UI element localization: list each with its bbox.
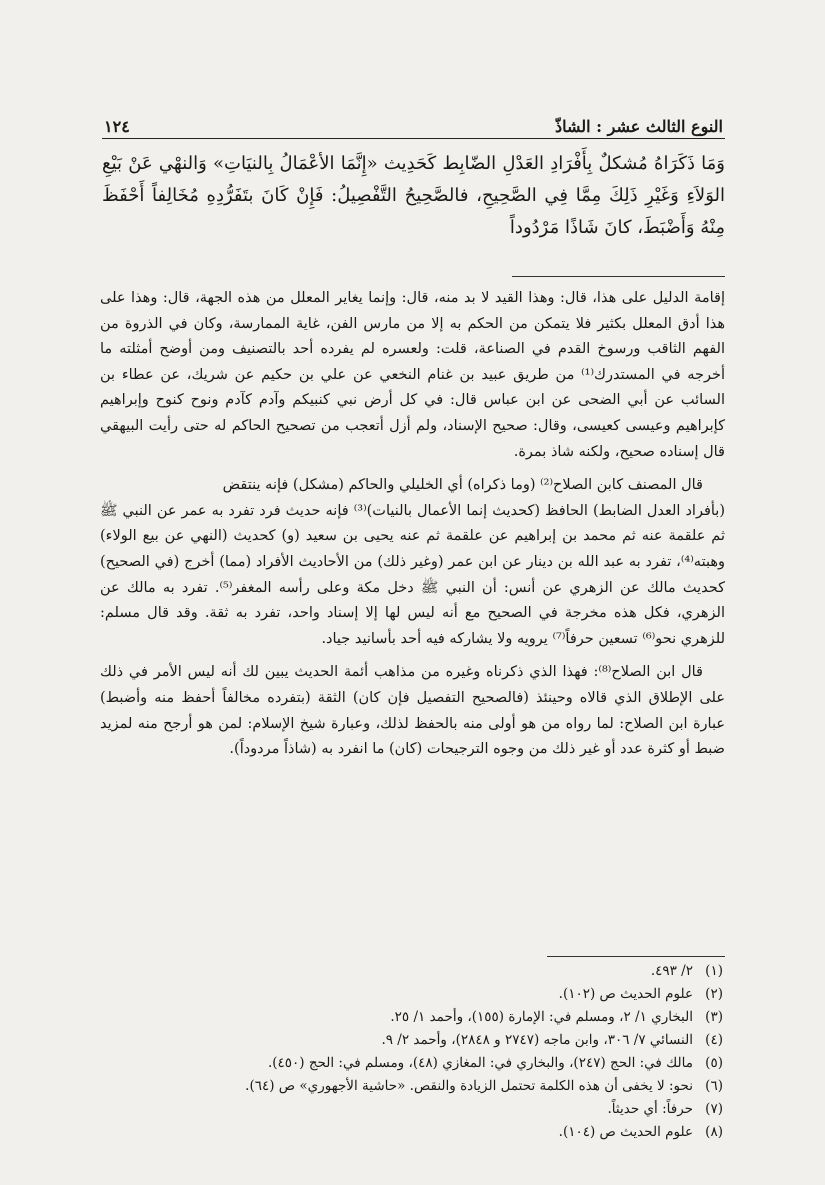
footnote-number: (٣) — [705, 1009, 723, 1025]
footnote — [100, 1098, 723, 1121]
separator-matn — [512, 276, 725, 277]
commentary — [100, 286, 725, 763]
footnote-number: (٧) — [705, 1101, 723, 1117]
footnote-number: (٢) — [705, 986, 723, 1002]
header-rule — [102, 138, 725, 139]
page-number: ١٢٤ — [104, 117, 130, 136]
footnote — [100, 1121, 723, 1144]
footnote — [100, 983, 723, 1006]
footnotes — [100, 960, 723, 1144]
chapter-title: النوع الثالث عشر : الشاذّ — [555, 117, 723, 136]
footnote — [100, 960, 723, 983]
footnote-text: البخاري ١/ ٢، ومسلم في: الإمارة (١٥٥)، وأحمد ١/ ٢٥. — [390, 1009, 693, 1025]
footnote-number: (٤) — [705, 1032, 723, 1048]
footnote — [100, 1075, 723, 1098]
footnote — [100, 1006, 723, 1029]
commentary-paragraph-2a: قال المصنف كابن الصلاح⁽²⁾ (وما ذكراه) أي الخليلي والحاكم (مشكل) فإنه ينتقض — [222, 477, 703, 494]
footnote — [100, 1029, 723, 1052]
separator-footnotes — [547, 956, 725, 957]
footnote-text: علوم الحديث ص (١٠٢). — [558, 986, 693, 1002]
commentary-paragraph-2b: (بأفراد العدل الضابط) الحافظ (كحديث إنما الأعمال بالنيات)⁽³⁾ فإنه حديث فرد تفرد به عمر عن النبي ﷺ ثم علقمة عنه ثم محمد بن إبراهيم عن علقمة ثم عنه يحيى بن سعيد (و) كحديث (النهي عن بيع الولاء) وهبته⁽⁴⁾، تفرد به عبد الله بن دينار عن ابن عمر (وغير ذلك) من الأحاديث الأفراد (مما) أخرج (في الصحيح) كحديث مالك عن الزهري عن أنس: أن النبي ﷺ دخل مكة وعلى رأسه المغفر⁽⁵⁾. تفرد به مالك عن الزهري، فكل هذه مخرجة في الصحيح مع أنه ليس لها إلا إسناد واحد، تفرد به ثقة. وقد قال مسلم: للزهري نحو⁽⁶⁾ تسعين حرفاً⁽⁷⁾ يرويه ولا يشاركه فيه أحد بأسانيد جياد. — [100, 502, 725, 647]
footnote — [100, 1052, 723, 1075]
footnote-text: حرفاً: أي حديثاً. — [607, 1101, 693, 1117]
matn-text: وَمَا ذَكَرَاهُ مُشكلٌ بِأَفْرَادِ العَدْلِ الضّابِط كَحَدِيث «إِنَّمَا الأعْمَالُ بِالنيَاتِ» وَالنهْي عَنْ بَيْعِ الوَلاَءِ وَغَيْرِ ذَلِكَ مِمَّا فِي الصَّحِيحِ، فالصَّحِيحُ التَّفْصِيلُ: فَإِنْ كَانَ بتَفَرُّدِهِ مُخَالِفاً أَحْفَظَ مِنْهُ وَأَضْبَطَ، كانَ شَاذًا مَرْدُوداً — [102, 153, 725, 238]
footnote-text: ٢/ ٤٩٣. — [650, 963, 693, 979]
footnote-text: مالك في: الحج (٢٤٧)، والبخاري في: المغازي (٤٨)، ومسلم في: الحج (٤٥٠). — [267, 1055, 693, 1071]
footnote-number: (٨) — [705, 1124, 723, 1140]
commentary-paragraph-1: إقامة الدليل على هذا، قال: وهذا القيد لا بد منه، قال: وإنما يغاير المعلل من هذه الجهة، قال: وهذا على هذا أدق المعلل بكثير فلا يتمكن من الحكم به إلا من مارس الفن، غاية الممارسة، وكان في الذروة من الفهم الثاقب ورسوخ القدم في الصناعة، قلت: ولعسره لم يفرده أحد بالتصنيف ومن أوضح أمثلته ما أخرجه في المستدرك⁽¹⁾ من طريق عبيد بن غنام النخعي عن علي بن حكيم عن شريك، عن عطاء بن السائب عن أبي الضحى عن ابن عباس قال: في كل أرض نبي كنبيكم وآدم كآدم ونوح كنوح وإبراهيم كإبراهيم وعيسى كعيسى، وقال: صحيح الإسناد، ولم أزل أتعجب من تصحيح الحاكم له حتى رأيت البيهقي قال إسناده صحيح، ولكنه شاذ بمرة. — [100, 290, 726, 460]
commentary-paragraph-3: قال ابن الصلاح⁽⁸⁾: فهذا الذي ذكرناه وغيره من مذاهب أئمة الحديث يبين لك أنه ليس الأمر في ذلك على الإطلاق الذي قالاه وحينئذ (فالصحيح التفصيل فإن كان) الثقة (بتفرده مخالفاً أحفظ منه وأضبط) عبارة ابن الصلاح: لما رواه من هو أولى منه بالحفظ لذلك، وعبارة شيخ الإسلام: لمن هو أرجح منه لمزيد ضبط أو كثرة عدد أو غير ذلك من وجوه الترجيحات (كان) ما انفرد به (شاذاً مردوداً). — [100, 664, 725, 758]
footnote-number: (٦) — [705, 1078, 723, 1094]
page-header — [104, 108, 723, 136]
footnote-text: نحو: لا يخفى أن هذه الكلمة تحتمل الزيادة والنقص. «حاشية الأجهوري» ص (٦٤). — [245, 1078, 693, 1094]
footnote-text: علوم الحديث ص (١٠٤). — [558, 1124, 693, 1140]
footnote-number: (٥) — [705, 1055, 723, 1071]
footnote-text: النسائي ٧/ ٣٠٦، وابن ماجه (٢٧٤٧ و ٢٨٤٨)، وأحمد ٢/ ٩. — [381, 1032, 693, 1048]
footnote-number: (١) — [705, 963, 723, 979]
